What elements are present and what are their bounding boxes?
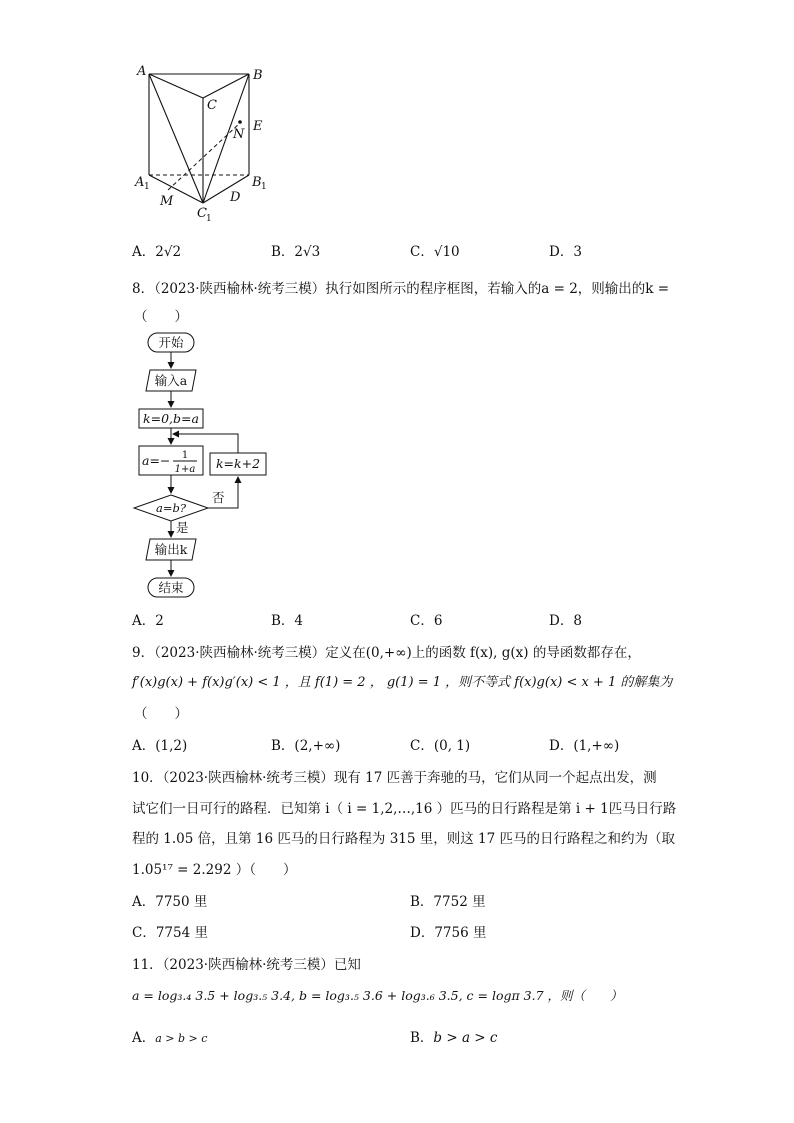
flow-no-label: 否 [212,490,225,505]
q11-option-a[interactable]: A．a > b > c [132,1030,208,1046]
label-E: E [253,119,263,134]
label-A: A [137,64,147,79]
label-M: M [160,194,174,209]
label-B1: B [252,175,262,190]
label-C1-sub: 1 [206,214,212,224]
flow-end-label: 结束 [158,580,184,595]
flow-assign-den: 1+a [174,464,196,475]
q9-option-b[interactable]: B．(2,+∞) [271,738,341,754]
q11-options [0,1026,794,1046]
q8-option-d[interactable]: D．8 [549,613,582,629]
q8-paren: （ ） [134,309,188,325]
flow-output-label: 输出k [154,542,188,557]
q7-option-b[interactable]: B．2√3 [271,244,321,260]
q11-line2: a = log₃.₄ 3.5 + log₃.₅ 3.4, b = log₃.₅ 3.6 + log₃.₆ 3.5, c = logπ 3.7 ，则（ ） [132,988,623,1003]
q10-line2: 试它们一日可行的路程．已知第 i（ i = 1,2,…,16 ）匹马的日行路程是第 i + 1匹马日行路 [132,801,677,817]
q8-option-b[interactable]: B．4 [271,613,304,629]
q8-options [0,609,794,629]
flowchart [128,328,278,604]
q7-options [0,240,794,260]
label-N: N [233,127,245,142]
q10-option-a[interactable]: A．7750 里 [132,894,208,910]
q9-options [0,734,794,754]
prism-figure [130,62,280,228]
flow-yes-label: 是 [176,520,189,535]
q8-stem: 8．（2023·陕西榆林·统考三模）执行如图所示的程序框图，若输入的a = 2，则输出的k = [132,281,670,297]
q10-line4: 1.05¹⁷ = 2.292 ）（ ） [132,862,297,878]
label-B1-sub: 1 [261,182,267,192]
label-C1: C [197,206,207,221]
label-D: D [230,190,241,205]
q9-line2: f′(x)g(x) + f(x)g′(x) < 1 ，且 f(1) = 2 ， g(1) = 1 ，则不等式 f(x)g(x) < x + 1 的解集为 [132,675,673,690]
flow-assign-lhs: a=− [142,453,171,468]
q10-options-row2 [0,921,794,941]
label-C: C [207,98,217,113]
flow-start-label: 开始 [158,335,184,350]
flow-input-label: 输入a [154,373,188,388]
q7-option-a[interactable]: A．2√2 [132,244,182,260]
q8-option-c[interactable]: C．6 [410,613,443,629]
label-A1: A [135,175,145,190]
q7-option-d[interactable]: D．3 [549,244,582,260]
label-A1-sub: 1 [144,182,150,192]
q10-option-b[interactable]: B．7752 里 [410,894,486,910]
flow-init-label: k=0,b=a [143,411,199,426]
q7-option-c[interactable]: C．√10 [410,244,460,260]
q8-option-a[interactable]: A．2 [132,613,164,629]
q10-option-c[interactable]: C．7754 里 [132,925,208,941]
flow-update-label: k=k+2 [215,456,261,471]
q9-paren: （ ） [134,706,188,722]
flow-cond-label: a=b? [155,501,187,515]
q9-option-a[interactable]: A．(1,2) [132,738,188,754]
q10-line3: 程的 1.05 倍，且第 16 匹马的日行路程为 315 里，则这 17 匹马的日行路程之和约为（取 [132,831,676,847]
q10-options-row1 [0,890,794,910]
q11-line1: 11．（2023·陕西榆林·统考三模）已知 [132,957,361,973]
q10-line1: 10．（2023·陕西榆林·统考三模）现有 17 匹善于奔驰的马，它们从同一个起点出发，测 [132,770,657,786]
q10-option-d[interactable]: D．7756 里 [410,925,487,941]
q9-option-d[interactable]: D．(1,+∞) [549,738,620,754]
q9-line1: 9．（2023·陕西榆林·统考三模）定义在(0,+∞)上的函数 f(x), g(x) 的导函数都存在， [132,645,641,661]
q9-option-c[interactable]: C．(0, 1) [410,738,471,754]
flow-assign-num: 1 [181,450,189,461]
q11-option-b[interactable]: B．b > a > c [410,1030,498,1046]
label-B: B [253,68,263,83]
